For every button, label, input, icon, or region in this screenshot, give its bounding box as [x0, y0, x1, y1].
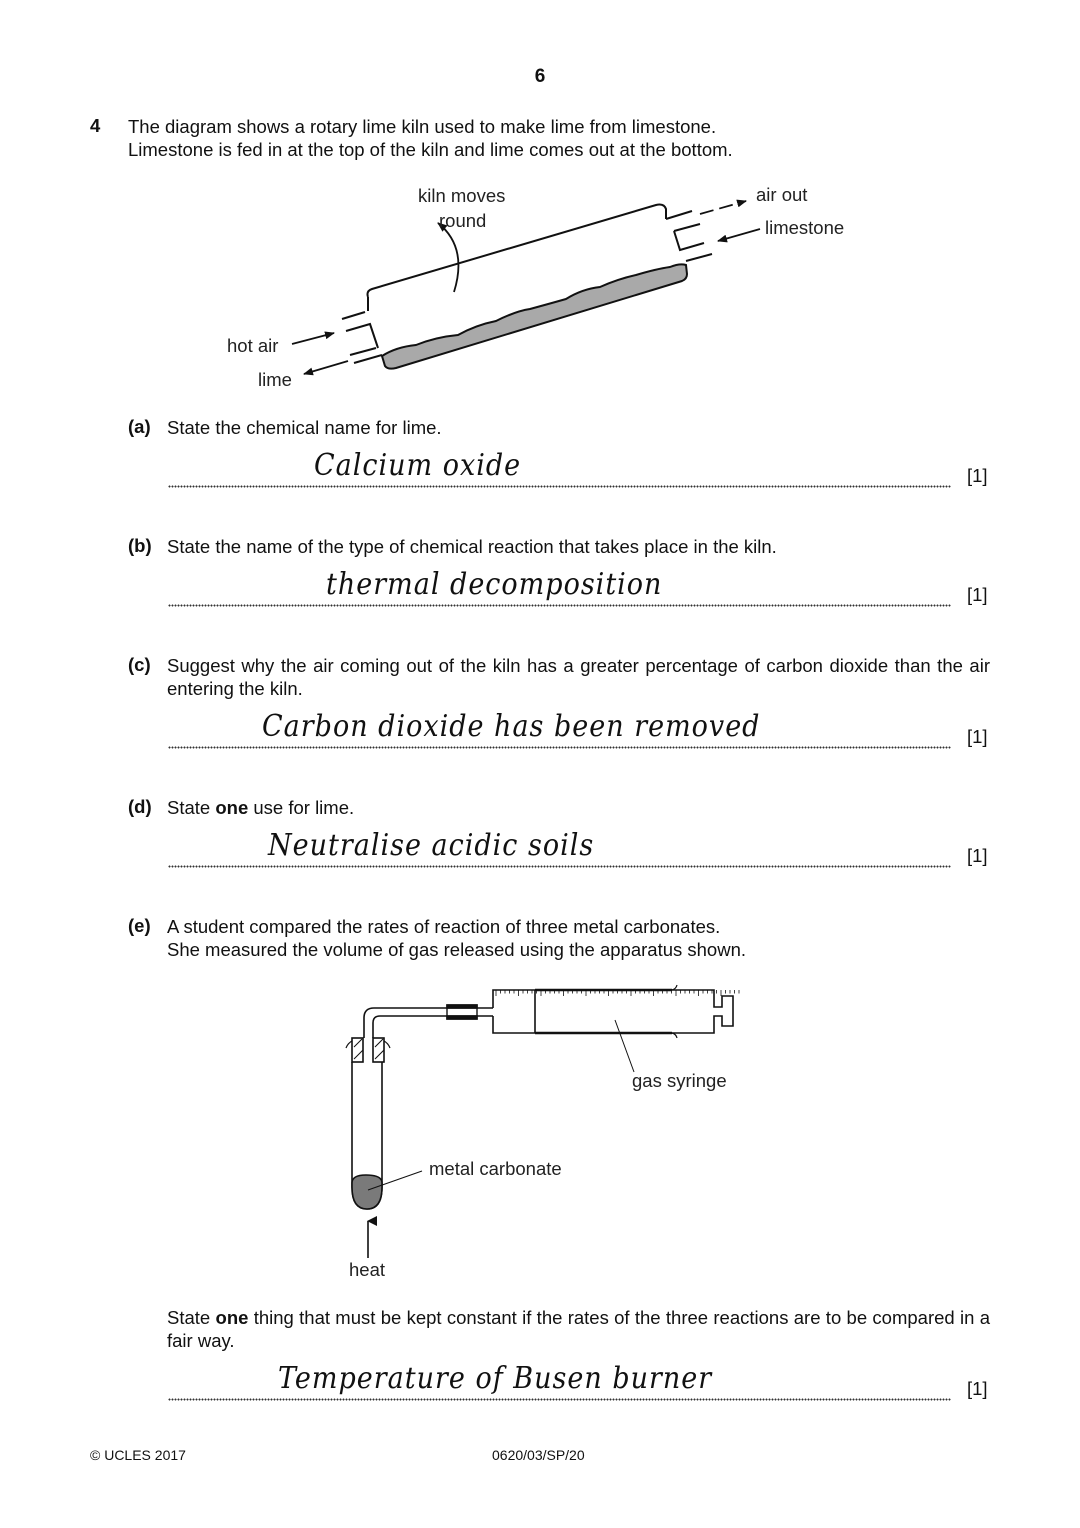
part-d-answer[interactable]: Neutralise acidic soils	[268, 828, 595, 863]
part-d-answer-line	[168, 865, 951, 868]
metal-carbonate	[352, 1175, 382, 1209]
part-a-question: State the chemical name for lime.	[167, 417, 442, 438]
delivery-tube	[364, 1008, 493, 1038]
part-e-followup-before: State	[167, 1307, 216, 1328]
part-a-mark: [1]	[967, 465, 988, 486]
part-a-answer-line	[168, 485, 951, 488]
syringe-barrel	[493, 990, 733, 1033]
rotary-kiln-diagram	[200, 175, 880, 400]
part-e-label: (e)	[128, 915, 151, 936]
part-d-text-bold: one	[215, 797, 249, 818]
rotation-arrow	[438, 223, 458, 292]
part-e-answer[interactable]: Temperature of Busen burner	[278, 1361, 713, 1396]
part-e-mark: [1]	[967, 1378, 988, 1399]
part-e-followup-after: thing that must be kept constant if the rates of the three reactions are to be compared in a fair way.	[167, 1307, 991, 1351]
part-c-answer[interactable]: Carbon dioxide has been removed	[262, 709, 761, 744]
stopper-right	[373, 1038, 384, 1062]
part-e-answer-line	[168, 1398, 951, 1401]
label-round: round	[439, 210, 487, 231]
stopper-left	[352, 1038, 363, 1062]
question-intro-line1: The diagram shows a rotary lime kiln used to make lime from limestone.	[128, 116, 717, 137]
footer-paper-code: 0620/03/SP/20	[492, 1447, 585, 1463]
part-d-text-before: State	[167, 797, 216, 818]
part-e-followup-bold: one	[215, 1307, 249, 1328]
limestone-in-arrow	[718, 229, 760, 241]
part-d-label: (d)	[128, 796, 152, 817]
part-c-mark: [1]	[967, 726, 988, 747]
part-e-followup-question	[167, 1306, 990, 1352]
part-b-answer[interactable]: thermal decomposition	[326, 567, 663, 602]
label-limestone: limestone	[765, 217, 845, 238]
air-out-arrow	[700, 201, 746, 214]
part-d-mark: [1]	[967, 845, 988, 866]
label-metal-carbonate: metal carbonate	[429, 1158, 562, 1179]
part-e-question-line2: She measured the volume of gas released using the apparatus shown.	[167, 939, 747, 960]
part-a-label: (a)	[128, 416, 151, 437]
gas-syringe-apparatus-diagram	[330, 975, 760, 1285]
label-heat: heat	[349, 1259, 386, 1280]
part-b-answer-line	[168, 604, 951, 607]
page-number: 6	[534, 66, 546, 87]
part-c-label: (c)	[128, 654, 151, 675]
part-b-label: (b)	[128, 535, 152, 556]
syringe-scale	[496, 990, 739, 996]
label-lime: lime	[258, 369, 292, 390]
part-c-answer-line	[168, 746, 951, 749]
part-d-question	[167, 796, 354, 819]
label-gas-syringe: gas syringe	[632, 1070, 727, 1091]
label-air-out: air out	[756, 184, 808, 205]
label-hot-air: hot air	[227, 335, 279, 356]
label-kiln-moves: kiln moves	[418, 185, 506, 206]
part-d-text-after: use for lime.	[248, 797, 355, 818]
part-c-question: Suggest why the air coming out of the kiln has a greater percentage of carbon dioxide than the air entering the kiln.	[167, 655, 990, 699]
hot-air-in-arrow	[292, 333, 334, 344]
footer-copyright: © UCLES 2017	[90, 1447, 186, 1463]
lime-out-arrow	[304, 361, 348, 374]
part-b-mark: [1]	[967, 584, 988, 605]
question-intro-line2: Limestone is fed in at the top of the kiln and lime comes out at the bottom.	[128, 139, 733, 160]
part-a-answer[interactable]: Calcium oxide	[314, 448, 522, 483]
part-e-question-line1: A student compared the rates of reaction of three metal carbonates.	[167, 916, 721, 937]
limestone-bed	[382, 264, 687, 368]
question-number: 4	[90, 115, 101, 136]
part-b-question: State the name of the type of chemical reaction that takes place in the kiln.	[167, 536, 777, 557]
